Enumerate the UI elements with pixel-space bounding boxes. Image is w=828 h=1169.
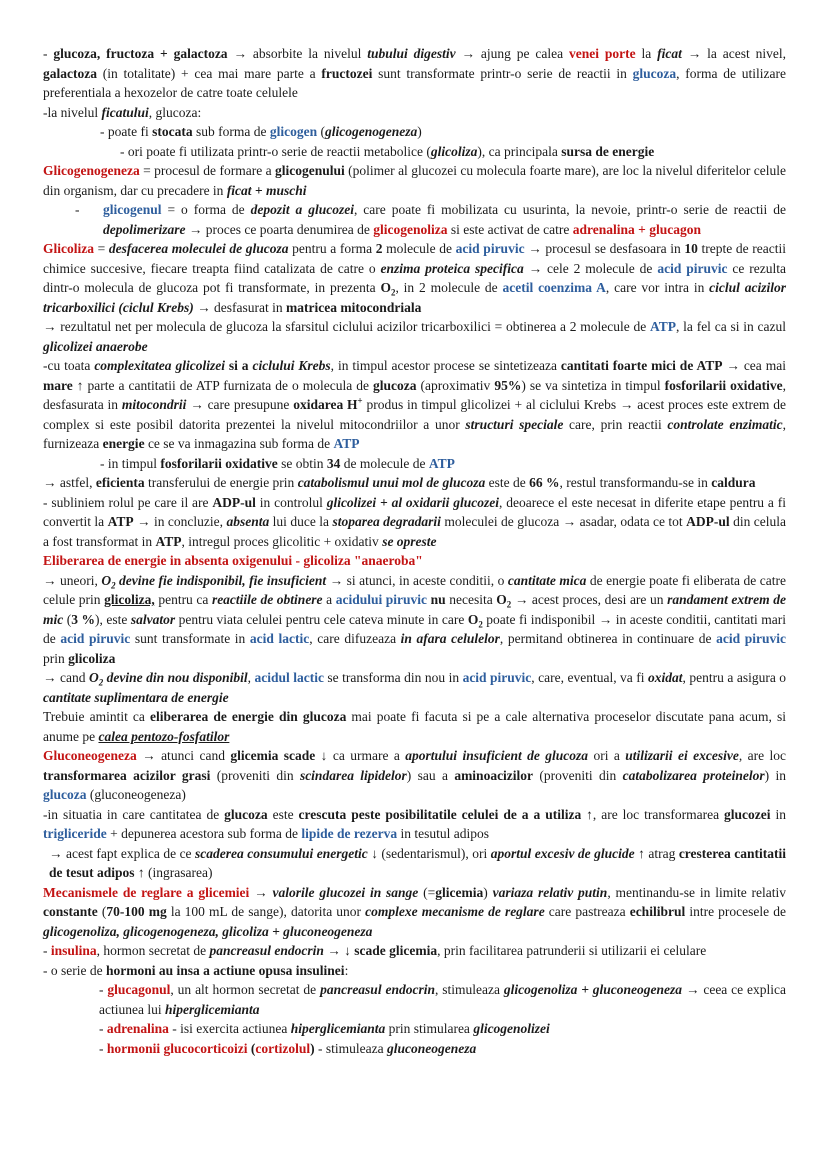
text-span: ATP	[107, 514, 134, 529]
text-span: scaderea consumului energetic	[195, 845, 368, 861]
text-span: -	[43, 943, 51, 958]
text-span: nu	[430, 592, 446, 607]
text-span: -la nivelul	[43, 104, 102, 120]
text-span: acidul lactic	[254, 670, 324, 685]
text-span: trigliceride	[43, 826, 107, 841]
text-span: ficat + muschi	[226, 182, 307, 198]
text-span: complexitatea glicolizei	[94, 358, 225, 373]
text-span: , un alt hormon secretat de	[170, 982, 321, 997]
text-span: glicogenogeneza	[324, 124, 418, 139]
text-span: care pastreaza	[544, 904, 630, 919]
text-span: ), ca principala	[477, 143, 562, 159]
text-span: pentru viata celulei pentru cele cateva minute in care	[175, 611, 468, 627]
text-span: = o forma de	[161, 202, 251, 217]
text-span: , stimuleaza	[434, 982, 504, 997]
text-span: , desfasurata in	[43, 377, 786, 412]
text-span: → rezultatul net per molecula de glucoza la sfarsitul ciclului acizilor tricarboxilici = obtinerea a 2 molecule de	[43, 319, 651, 334]
text-span: 34	[326, 455, 341, 471]
text-span: → cand	[43, 670, 89, 685]
text-span: 66 %	[529, 475, 560, 490]
text-span: → ↓	[323, 943, 355, 958]
text-span: glicogenoliza, glicogenogeneza, glicoliza + gluconeogeneza	[43, 923, 373, 939]
text-span: = procesul de formare a	[139, 163, 275, 178]
text-span: → uneori,	[43, 572, 102, 588]
text-span: cantitate suplimentara de energie	[43, 689, 229, 705]
text-span: , deoarece el este necesat in diferite etape pentru a fi convertit la	[43, 494, 786, 529]
text-span: care, prin reactii	[563, 416, 668, 432]
paragraph	[43, 356, 786, 454]
text-span: , glucoza:	[148, 104, 202, 120]
text-span: O	[380, 280, 392, 295]
paragraph	[43, 454, 786, 474]
text-span: 95%	[494, 377, 522, 393]
text-span: caldura	[711, 475, 756, 490]
text-span: complexe mecanisme de reglare	[365, 904, 545, 919]
text-span: matricea mitocondriala	[285, 299, 422, 315]
text-span: (in totalitate) + cea mai mare parte a	[96, 65, 322, 81]
text-span: scade glicemia	[354, 943, 438, 958]
text-span: crescuta peste posibilitatile celulei de a a utiliza	[298, 806, 582, 822]
text-span: catabolismul unui mol de glucoza	[297, 475, 486, 490]
text-span: , hormon secretat de	[96, 943, 210, 958]
text-span: →	[249, 884, 273, 900]
text-span: sursa de energie	[561, 143, 655, 159]
text-span: glucoza	[224, 806, 268, 822]
text-span: devine fie indisponibil, fie insuficient	[115, 572, 327, 588]
text-span: mai poate fi facuta si pe a cale alternativa proceselor discutate pana acum, si anume pe	[43, 709, 786, 744]
text-span: cortizolul	[255, 1040, 311, 1056]
section-heading-glicoliza-anaeroba	[43, 551, 786, 571]
paragraph	[43, 668, 786, 707]
text-span: constante	[43, 904, 98, 919]
text-span: Trebuie amintit ca	[43, 709, 150, 724]
paragraph	[43, 1019, 786, 1039]
text-span: controlate enzimatic	[667, 416, 783, 432]
text-span: glucoza	[43, 787, 87, 802]
text-span: structuri speciale	[465, 416, 564, 432]
text-span: hormoni au insa a actiune opusa insulinei	[105, 962, 345, 978]
text-span: , permitand obtinerea in continuare de	[499, 631, 717, 646]
text-span: venei porte	[568, 46, 636, 61]
text-span: depozit a glucozei	[250, 202, 354, 217]
text-span: stoparea degradarii	[332, 514, 441, 529]
text-span: glicogen	[269, 124, 318, 139]
text-span: in controlul	[255, 494, 327, 510]
text-span: , are loc	[738, 748, 786, 763]
text-span: ↓ ca urmare a	[315, 748, 406, 763]
text-span: randament extrem de mic	[43, 592, 786, 627]
text-span: in tesutul adipos	[397, 826, 489, 841]
text-span: acid piruvic	[716, 631, 787, 646]
text-span: produs in timpul glicolizei + al ciclului Krebs → acest proces este extrem de complex si este posibil datorita prezentei la nivelul mitocondriilor a unor	[43, 397, 787, 432]
text-span: hiperglicemianta	[290, 1021, 386, 1036]
text-span: - poate fi	[100, 124, 153, 139]
text-span: → absorbite la nivelul	[227, 46, 368, 61]
text-span: 10	[684, 241, 698, 256]
text-span: ATP	[650, 319, 677, 334]
text-span: moleculei de glucoza → asadar, odata ce tot	[440, 514, 687, 529]
text-span: ) se va sintetiza in timpul	[521, 377, 665, 393]
text-span: ↓ (sedentarismul), ori	[367, 845, 491, 861]
text-span: - stimuleaza	[314, 1040, 387, 1056]
text-span: → in concluzie,	[133, 514, 227, 529]
text-span: ↑ atrag	[634, 845, 679, 861]
text-span: , mentinandu-se in limite relativ	[607, 884, 787, 900]
text-span: glucoza	[373, 377, 417, 393]
text-span: +	[357, 395, 363, 406]
text-span: - subliniem rolul pe care il are	[43, 494, 213, 510]
paragraph	[43, 122, 786, 142]
text-span: lipide de rezerva	[301, 826, 398, 841]
text-span: este de	[485, 475, 530, 490]
text-span: aminoacizilor	[454, 767, 534, 783]
text-span: ATP	[155, 533, 182, 549]
text-span: se opreste	[382, 533, 437, 549]
text-span: adrenalina	[106, 1021, 169, 1036]
text-span: mitocondrii	[121, 397, 187, 412]
text-span: → desfasurat in	[193, 299, 286, 315]
text-span: acid piruvic	[657, 260, 728, 276]
text-span: echilibrul	[629, 904, 686, 919]
paragraph	[43, 1039, 786, 1059]
paragraph	[43, 103, 786, 123]
text-span: → atunci cand	[136, 748, 231, 763]
text-span: energie	[102, 436, 145, 451]
text-span: cantitati foarte mici de ATP	[560, 358, 723, 373]
text-span: acid piruvic	[462, 670, 532, 685]
text-span: hiperglicemianta	[164, 1001, 260, 1017]
paragraph	[43, 571, 786, 669]
text-span: scindarea lipidelor	[299, 767, 407, 783]
text-span: 2	[98, 677, 104, 688]
text-span: valorile glucozei in sange	[272, 884, 419, 900]
text-span: , pentru a asigura o	[682, 670, 787, 685]
text-span: , care, eventual, va fi	[531, 670, 649, 685]
paragraph	[43, 142, 786, 162]
text-span: ciclul acizilor tricarboxilici (ciclul Krebs)	[43, 280, 786, 315]
text-span: glucoza, fructoza + galactoza	[53, 46, 228, 61]
text-span: → la acest nivel,	[681, 46, 787, 61]
text-span: (	[247, 1040, 256, 1056]
paragraph	[43, 707, 786, 746]
paragraph	[43, 961, 786, 981]
text-span: prin	[43, 650, 69, 666]
text-span: O	[101, 572, 112, 588]
text-span: glicolizei anaerobe	[43, 338, 148, 354]
text-span: hormonii glucocorticoizi	[106, 1040, 248, 1056]
mecanisme-reglare-paragraph	[43, 883, 786, 942]
text-span: - ori poate fi utilizata printr-o serie de reactii metabolice (	[120, 143, 431, 159]
text-span: -in situatia in care cantitatea de	[43, 806, 225, 822]
text-span: ↑, are loc transformarea	[581, 806, 725, 822]
text-span: eficienta	[95, 475, 145, 490]
text-span: fosforilarii oxidative	[664, 377, 783, 393]
text-span: ciclului Krebs	[252, 358, 331, 373]
text-span: glucoza	[632, 65, 677, 81]
text-span: -	[43, 46, 54, 61]
text-span: (	[97, 904, 107, 919]
text-span: si a	[224, 358, 253, 373]
text-span: aportul excesiv de glucide	[490, 845, 635, 861]
text-span: (aproximativ	[416, 377, 495, 393]
text-span: in afara celulelor	[400, 631, 500, 646]
text-span: prin stimularea	[385, 1021, 474, 1036]
text-span: -cu toata	[43, 358, 95, 373]
text-span: stocata	[152, 124, 193, 139]
text-span: pancreasul endocrin	[320, 982, 435, 997]
text-span: , restul transformandu-se in	[559, 475, 712, 490]
text-span: )	[483, 884, 493, 900]
text-span: poate fi indisponibil → in aceste conditii, cantitati mari de	[43, 611, 787, 646]
text-span: 2	[391, 287, 396, 298]
text-span: , care vor intra in	[605, 280, 710, 295]
text-span: la 100 mL de sange), datorita unor	[166, 904, 366, 919]
text-span: → proces ce poarta denumirea de	[185, 221, 374, 237]
text-span: , la fel ca si in cazul	[676, 319, 786, 334]
text-span: sunt transformate in	[130, 631, 250, 646]
text-span: ficat	[657, 46, 682, 61]
text-span: trepte de reactii chimice succesive, fiecare treapta fiind catalizata de catre o	[43, 241, 786, 276]
text-span: , prin facilitarea patrunderii si utilizarii ei celulare	[437, 943, 707, 958]
text-span: 70-100 mg	[106, 904, 167, 919]
text-span: sunt transformate printr-o serie de reactii in	[372, 65, 633, 81]
text-span: - isi exercita actiunea	[168, 1021, 291, 1036]
text-span: → ajung pe calea	[455, 46, 569, 61]
text-span: (=	[418, 884, 436, 900]
text-span: fosforilarii oxidative	[160, 455, 278, 471]
text-span: mare	[43, 377, 73, 393]
text-span: Eliberarea de energie in absenta oxigenului - glicoliza "anaeroba"	[43, 553, 423, 568]
text-span: ) sau a	[406, 767, 455, 783]
text-span: ATP	[333, 436, 360, 451]
text-span: sub forma de	[192, 124, 270, 139]
text-span: O	[467, 611, 479, 627]
text-span: reactiile de obtinere	[211, 592, 323, 607]
text-span: in	[770, 806, 786, 822]
text-span: , furnizeaza	[43, 416, 786, 451]
text-span: (polimer al glucozei cu molecula foarte mare), are loc la nivelul diferitelor celule din organism, dar cu precadere in	[43, 163, 786, 198]
text-span: pentru a forma	[288, 241, 376, 256]
text-span: Glicogenogeneza	[43, 163, 140, 178]
text-span: galactoza	[43, 65, 97, 81]
text-span: O	[88, 670, 99, 685]
text-span: catabolizarea proteinelor	[622, 767, 765, 783]
text-span: , intregul proces glicolitic + oxidativ	[181, 533, 383, 549]
text-span: de molecule de	[340, 455, 429, 471]
gluconeogeneza-paragraph	[43, 746, 786, 805]
text-span: (proveniti din	[533, 767, 623, 783]
text-span: ) in	[764, 767, 787, 783]
text-span: se obtin	[277, 455, 327, 471]
text-span: (gluconeogeneza)	[86, 787, 186, 802]
text-span: )	[417, 124, 422, 139]
text-span: glicoliza,	[104, 592, 155, 607]
text-span: este	[267, 806, 299, 822]
text-span: acidului piruvic	[335, 592, 428, 607]
text-span: , in 2 molecule de	[395, 280, 503, 295]
text-span: de energie poate fi eliberata de catre celule prin	[43, 572, 786, 607]
text-span: variaza relativ putin	[492, 884, 608, 900]
text-span: acid lactic	[249, 631, 310, 646]
text-span: a	[322, 592, 336, 607]
text-span: 2	[478, 619, 483, 630]
text-span: → acest proces, desi are un	[511, 592, 668, 607]
text-span: glicemia	[435, 884, 484, 900]
text-span: tubului digestiv	[367, 46, 456, 61]
text-span: 2	[375, 241, 383, 256]
text-span: → cea mai	[722, 358, 786, 373]
text-span: utilizarii ei excesive	[625, 748, 739, 763]
text-span: , in timpul acestor procese se sintetizeaza	[330, 358, 561, 373]
text-span: -	[99, 982, 108, 997]
text-span: transferului de energie prin	[144, 475, 298, 490]
text-span: 2	[111, 580, 116, 591]
text-span: calea pentozo-fosfatilor	[98, 728, 230, 744]
paragraph	[43, 805, 786, 844]
text-span: glicoliza	[68, 650, 116, 666]
text-span: - o serie de	[43, 962, 106, 978]
text-span: ATP	[428, 455, 455, 471]
paragraph	[43, 44, 786, 103]
text-span: → care presupune	[186, 397, 294, 412]
text-span: glicogenoliza	[373, 221, 448, 237]
text-span: (	[317, 124, 325, 139]
text-span: pancreasul endocrin	[209, 943, 324, 958]
text-span: , care poate fi mobilizata cu usurinta, la nevoie, printr-o serie de reactii de	[353, 202, 786, 217]
text-span: glicoliza	[430, 143, 478, 159]
text-span: molecule de	[382, 241, 456, 256]
text-span: salvator	[130, 611, 176, 627]
text-span: → si atunci, in aceste conditii, o	[326, 572, 508, 588]
text-span: gluconeogeneza	[386, 1040, 477, 1056]
text-span: glicogenul	[103, 202, 162, 217]
text-span: absenta	[226, 514, 270, 529]
text-span: → cele 2 molecule de	[523, 260, 658, 276]
text-span: → acest fapt explica de ce	[49, 845, 196, 861]
text-span: necesita	[445, 592, 497, 607]
text-span: → procesul se desfasoara in	[524, 241, 685, 256]
text-span: ↑ (ingrasarea)	[134, 865, 213, 880]
text-span: → astfel,	[43, 475, 96, 490]
text-span: desfacerea moleculei de glucoza	[108, 241, 289, 256]
text-span: O	[496, 592, 507, 607]
text-span: ,	[247, 670, 255, 685]
text-span: → ceea ce explica actiunea lui	[99, 982, 787, 1017]
glicoliza-paragraph	[43, 239, 786, 317]
text-span: + depunerea acestora sub forma de	[106, 826, 302, 841]
text-span: , forma de utilizare preferentiala a hexozelor de catre toate celulele	[43, 65, 786, 100]
text-span: Glicoliza	[43, 241, 94, 256]
text-span: transformarea acizilor grasi	[43, 767, 211, 783]
text-span: :	[344, 962, 349, 978]
text-span: glicolizei + al oxidarii glucozei	[326, 494, 500, 510]
text-span: glicogenoliza + gluconeogeneza	[503, 982, 683, 997]
text-span: , care difuzeaza	[309, 631, 401, 646]
text-span: la	[635, 46, 658, 61]
text-span: cantitate mica	[507, 572, 587, 588]
text-span: ADP-ul	[686, 514, 730, 529]
text-span: insulina	[50, 943, 97, 958]
glicogenogeneza-paragraph	[43, 161, 786, 200]
text-span: =	[94, 241, 109, 256]
text-span: ), este	[94, 611, 131, 627]
text-span: 3 %	[71, 611, 95, 627]
text-span: -	[75, 202, 80, 217]
text-span: 2	[506, 599, 512, 610]
text-span: Gluconeogeneza	[43, 748, 137, 763]
paragraph	[43, 941, 786, 961]
text-span: ADP-ul	[212, 494, 256, 510]
paragraph	[43, 200, 786, 239]
text-span: din celula a fost transformat in	[43, 514, 786, 549]
text-span: )	[310, 1040, 315, 1056]
text-span: glicogenolizei	[473, 1021, 550, 1036]
paragraph	[43, 493, 786, 552]
text-span: cresterea cantitatii de tesut adipos	[49, 845, 786, 880]
text-span: se transforma din nou in	[323, 670, 463, 685]
text-span: glucozei	[724, 806, 771, 822]
text-span: depolimerizare	[103, 221, 186, 237]
text-span: (proveniti din	[210, 767, 300, 783]
text-span: (	[63, 611, 72, 627]
text-span: ficatului	[101, 104, 149, 120]
text-span: fructozei	[321, 65, 373, 81]
document-page	[43, 44, 786, 1058]
text-span: lui duce la	[269, 514, 333, 529]
paragraph	[43, 317, 786, 356]
text-span: ori a	[588, 748, 626, 763]
text-span: -	[99, 1021, 107, 1036]
text-span: ce rezulta dintr-o molecula de glucoza pot fi transformate, in prezenta	[43, 260, 786, 295]
text-span: glucagonul	[107, 982, 171, 997]
text-span: oxidat	[648, 670, 683, 685]
text-span: glicogenului	[275, 163, 345, 178]
text-span: devine din nou disponibil	[103, 670, 248, 685]
text-span: acid piruvic	[455, 241, 525, 256]
text-span: pentru ca	[154, 592, 212, 607]
text-span: intre procesele de	[685, 904, 786, 919]
paragraph	[43, 844, 786, 883]
paragraph	[43, 473, 786, 493]
text-span: ce se va inmagazina sub forma de	[144, 436, 334, 451]
text-span: -	[99, 1040, 107, 1056]
text-span: aportului insuficient de glucoza	[405, 748, 589, 763]
text-span: enzima proteica specifica	[380, 260, 524, 276]
text-span: acetil coenzima A	[502, 280, 606, 295]
text-span: - in timpul	[100, 455, 161, 471]
text-span: si este activat de catre	[447, 221, 573, 237]
paragraph	[43, 980, 786, 1019]
text-span: eliberarea de energie din glucoza	[150, 709, 347, 724]
text-span: Mecanismele de reglare a glicemiei	[43, 884, 250, 900]
text-span: oxidarea H	[293, 397, 358, 412]
text-span: ↑ parte a cantitatii de ATP furnizata de o molecula de	[72, 377, 374, 393]
text-span: glicemia scade	[230, 748, 316, 763]
text-span: adrenalina + glucagon	[572, 221, 701, 237]
text-span: acid piruvic	[60, 631, 131, 646]
